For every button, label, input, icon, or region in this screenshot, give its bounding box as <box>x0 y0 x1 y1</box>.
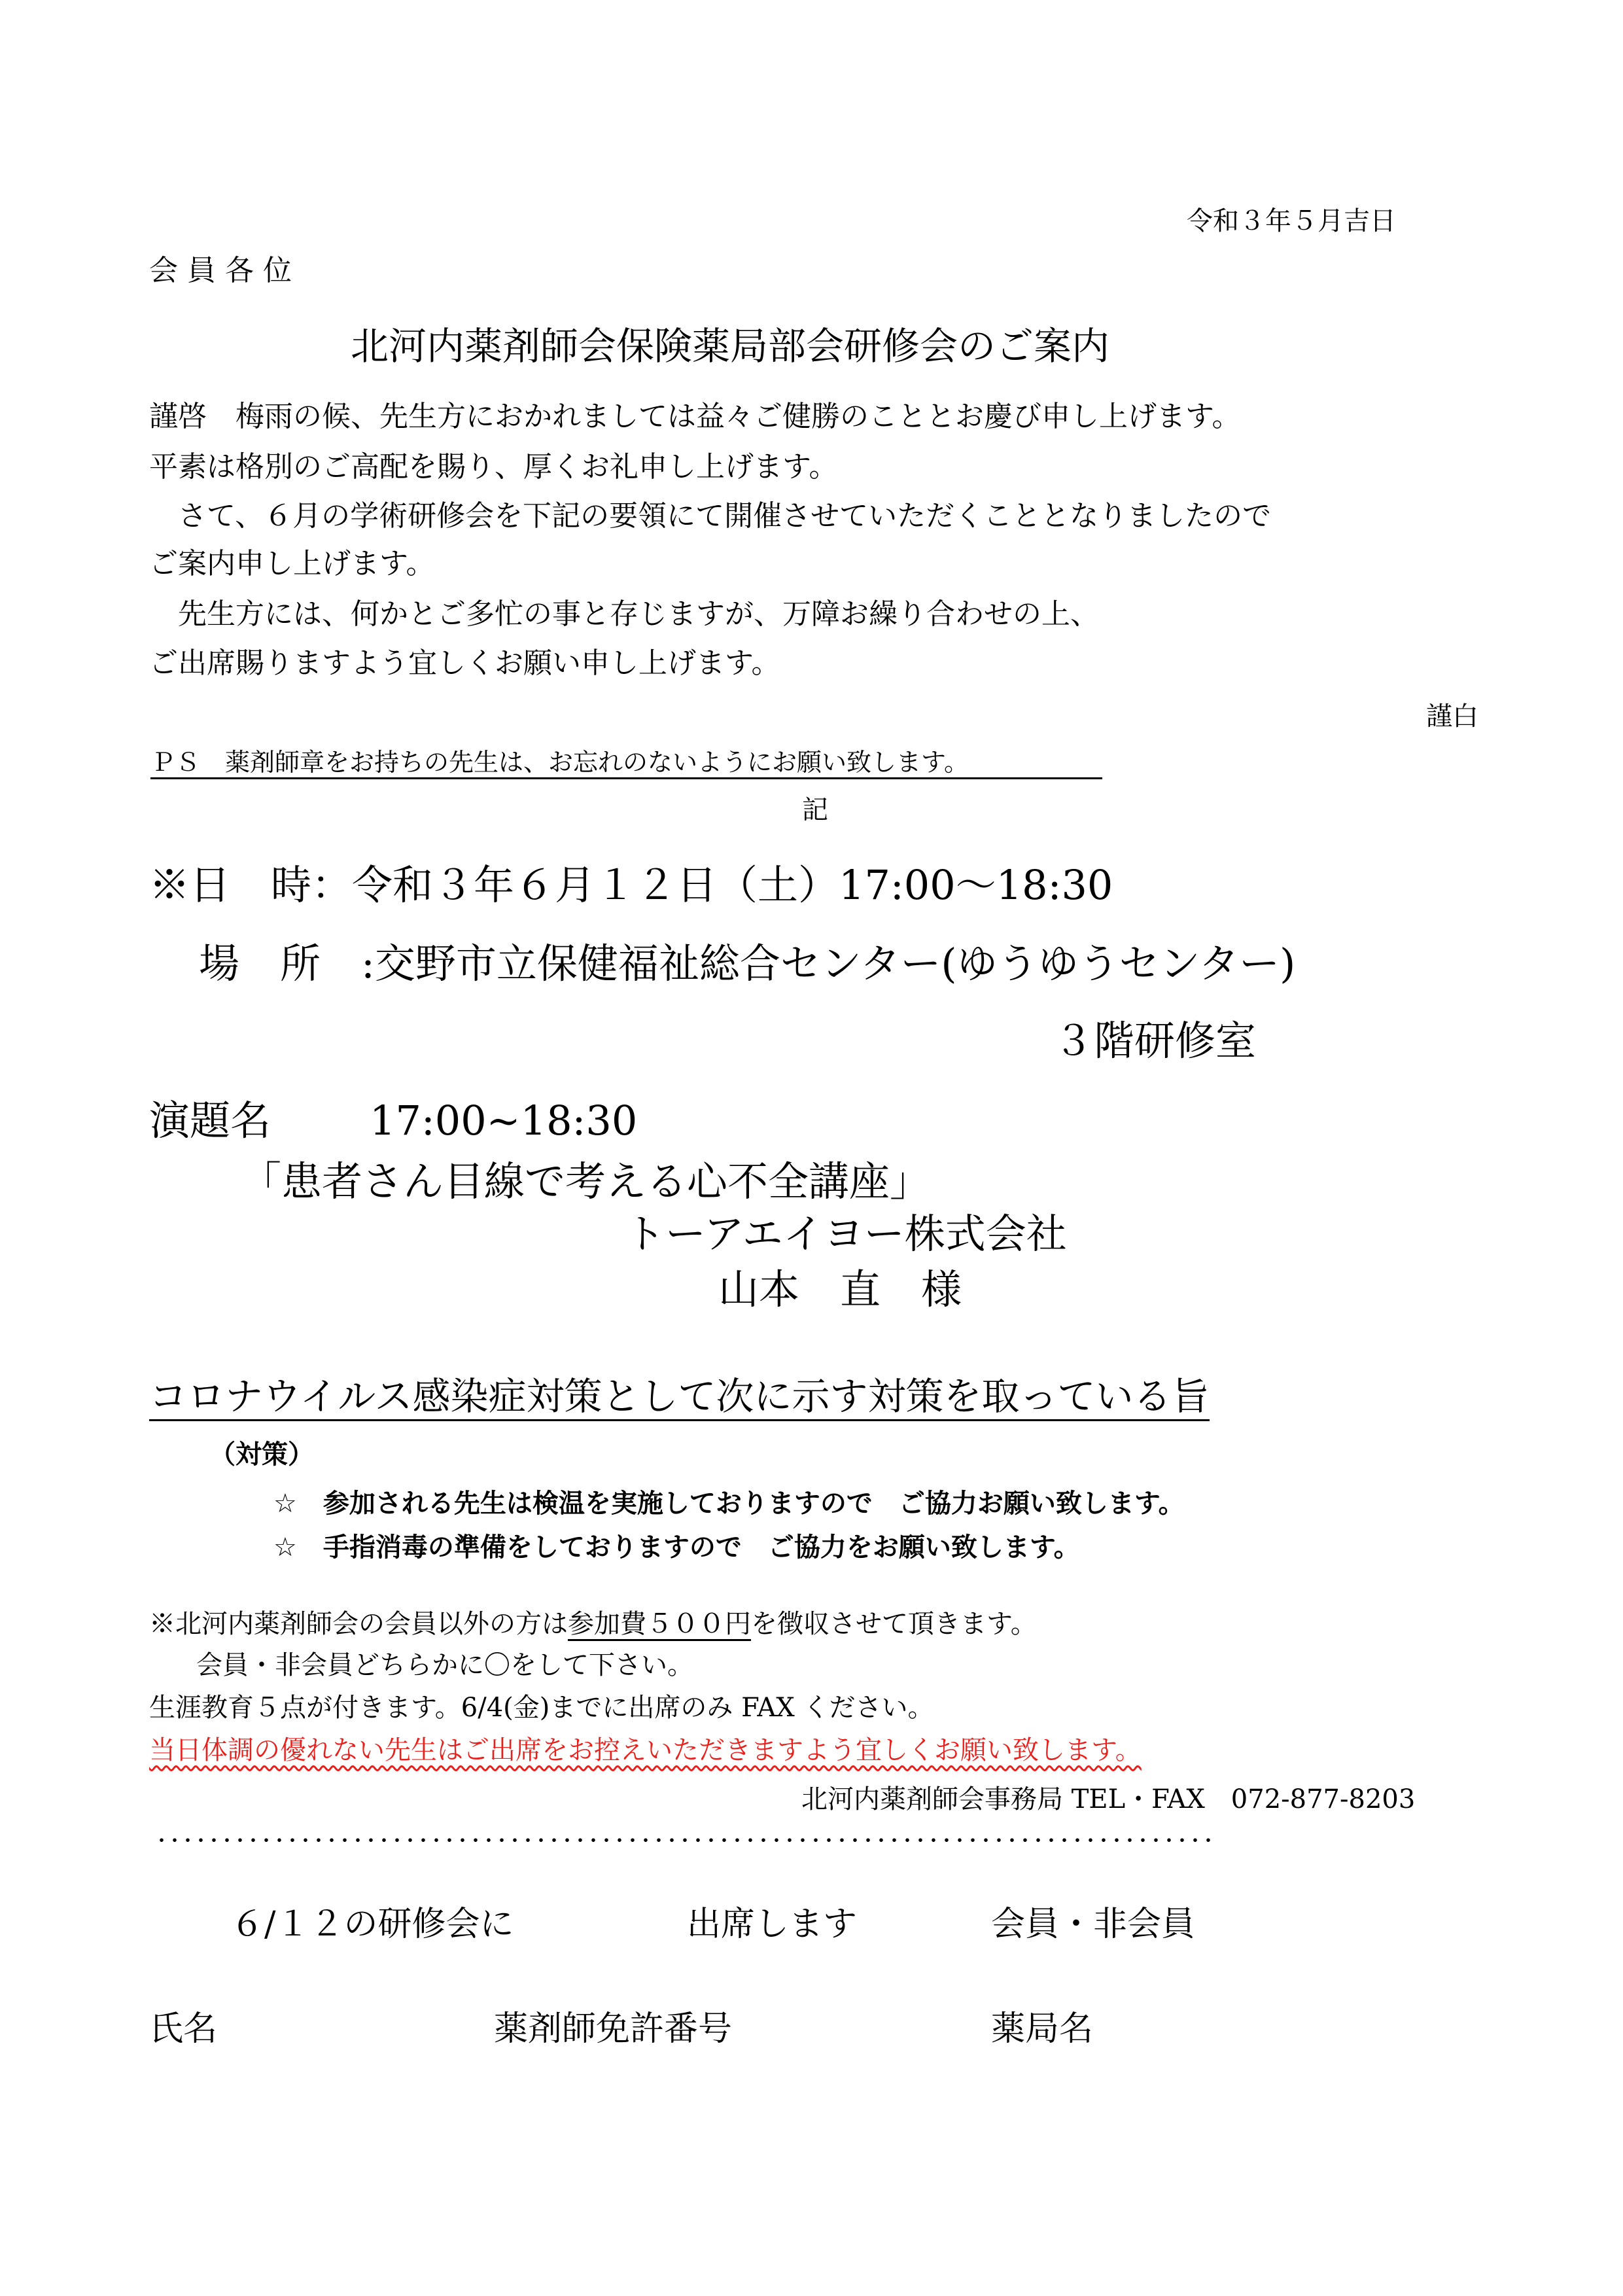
letter-closing: 謹白 <box>1426 701 1478 732</box>
event-place <box>199 940 1296 987</box>
lecture-title: 「患者さん目線で考える心不全講座」 <box>241 1157 931 1205</box>
reply-seminar: ６/１２の研修会に <box>230 1905 514 1944</box>
fee-note <box>149 1611 1037 1637</box>
covid-item-1: ☆ 参加される先生は検温を実施しておりますので ご協力お願い致します。 <box>273 1489 1185 1519</box>
covid-subheading: （対策） <box>209 1439 314 1470</box>
lecture-speaker: 山本 直 様 <box>718 1265 962 1313</box>
reply-name-label: 氏名 <box>149 2009 218 2049</box>
reply-attend: 出席します <box>687 1905 858 1944</box>
datetime-value: 令和３年６月１２日（土）17:00～18:30 <box>352 861 1113 909</box>
fee-note-end: を徴収させて頂きます。 <box>751 1609 1037 1639</box>
datetime-label: ※日 時： <box>149 861 353 909</box>
lecture-time: 17:00~18:30 <box>370 1097 638 1144</box>
member-circle-note: 会員・非会員どちらかに〇をして下さい。 <box>196 1650 693 1680</box>
office-contact: 北河内薬剤師会事務局 TEL・FAX 072-877-8203 <box>801 1784 1416 1814</box>
credit-note: 生涯教育５点が付きます。6/4(金)までに出席のみ FAX ください。 <box>149 1693 934 1723</box>
ps-note: ＰＳ 薬剤師章をお持ちの先生は、お忘れのないようにお願い致します。 <box>150 750 1102 779</box>
covid-heading: コロナウイルス感染症対策として次に示す対策を取っている旨 <box>149 1377 1210 1421</box>
health-warning: 当日体調の優れない先生はご出席をお控えいただきますよう宜しくお願い致します。 <box>149 1735 1142 1765</box>
event-room: ３階研修室 <box>1053 1017 1257 1065</box>
reply-pharmacy-label: 薬局名 <box>991 2009 1094 2049</box>
lecture-company: トーアエイヨー株式会社 <box>625 1210 1067 1258</box>
letter-line-5: 先生方には、何かとご多忙の事と存じますが、万障お繰り合わせの上、 <box>149 597 1099 631</box>
addressee: 会 員 各 位 <box>149 254 292 287</box>
event-datetime <box>149 861 1113 909</box>
ki-marker: 記 <box>802 795 828 825</box>
place-value: 交野市立保健福祉総合センター(ゆうゆうセンター) <box>374 940 1296 987</box>
letter-line-1: 謹啓 梅雨の候、先生方におかれましては益々ご健勝のこととお慶び申し上げます。 <box>149 400 1241 433</box>
letter-line-3: さて、６月の学術研修会を下記の要領にて開催させていただくこととなりましたので <box>149 499 1272 533</box>
letter-line-6: ご出席賜りますよう宜しくお願い申し上げます。 <box>149 646 780 680</box>
covid-item-2: ☆ 手指消毒の準備をしておりますので ご協力をお願い致します。 <box>273 1532 1080 1563</box>
reply-license-label: 薬剤師免許番号 <box>494 2009 733 2049</box>
letter-line-2: 平素は格別のご高配を賜り、厚くお礼申し上げます。 <box>149 450 838 484</box>
document-title: 北河内薬剤師会保険薬局部会研修会のご案内 <box>351 324 1110 368</box>
reply-membership: 会員・非会員 <box>991 1905 1196 1944</box>
tear-off-divider: ・・・・・・・・・・・・・・・・・・・・・・・・・・・・・・・・・・・・・・・・・・・・・・・・・・・・・・・・・・・・・・・・・・・・・・・・・・・・・・・・・ <box>152 1832 1212 1852</box>
issue-date: 令和３年５月吉日 <box>1187 206 1396 236</box>
place-label: 場 所 : <box>199 940 375 987</box>
lecture-label: 演題名 <box>149 1097 271 1144</box>
fee-note-start: ※北河内薬剤師会の会員以外の方は <box>149 1609 568 1639</box>
fee-amount: 参加費５００円 <box>568 1609 751 1641</box>
letter-line-4: ご案内申し上げます。 <box>149 547 435 580</box>
